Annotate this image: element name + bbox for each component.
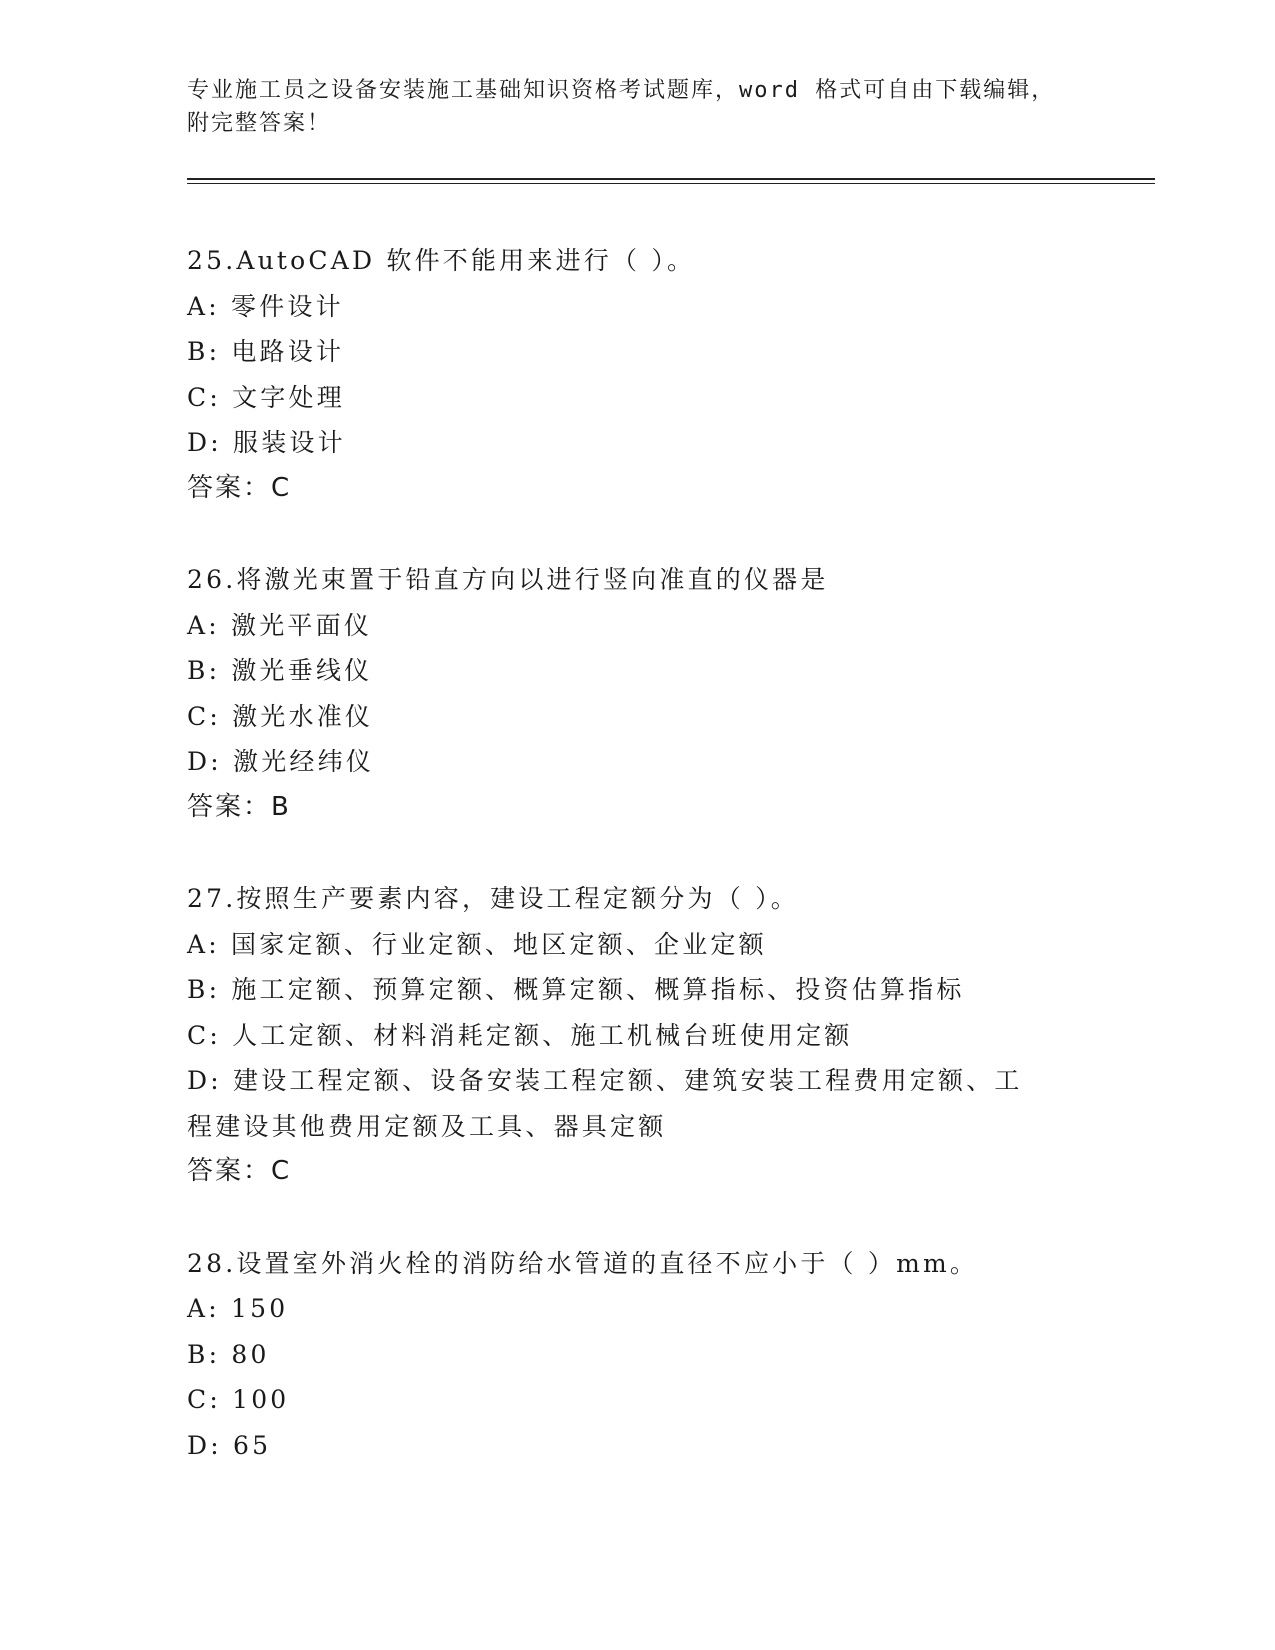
option-b: B: 激光垂线仪 [187, 656, 373, 685]
option-c: C: 文字处理 [187, 382, 345, 412]
question-28 [187, 1241, 1087, 1469]
question-list [187, 238, 1087, 1514]
option-b: B: 电路设计 [187, 337, 345, 366]
option-a: A: 国家定额、行业定额、地区定额、企业定额 [187, 929, 767, 959]
answer: 答案：C [187, 1156, 292, 1186]
answer: 答案：C [187, 472, 292, 503]
header-divider [187, 178, 1155, 184]
question-27 [187, 876, 1087, 1195]
option-d: D: 建设工程定额、设备安装工程定额、建筑安装工程费用定额、工程建设其他费用定额及工具、器具定额 [187, 1066, 1023, 1141]
option-a: A: 激光平面仪 [187, 610, 373, 640]
option-d: D: 激光经纬仪 [187, 747, 375, 776]
option-c: C: 激光水准仪 [187, 701, 374, 731]
question-stem: 27.按照生产要素内容，建设工程定额分为（ ）。 [187, 884, 800, 913]
option-c: C: 100 [187, 1385, 290, 1414]
option-d: D: 65 [187, 1430, 272, 1460]
question-25 [187, 238, 1087, 511]
answer: 答案：B [187, 791, 291, 822]
question-stem: 25.AutoCAD 软件不能用来进行（ ）。 [187, 246, 696, 275]
option-d: D: 服装设计 [187, 428, 346, 457]
question-26 [187, 557, 1087, 830]
header-line-1: 专业施工员之设备安装施工基础知识资格考试题库，word 格式可自由下载编辑， [187, 78, 1056, 103]
document-header [187, 74, 1067, 140]
option-b: B: 80 [187, 1339, 270, 1369]
header-line-2: 附完整答案！ [187, 111, 332, 136]
option-c: C: 人工定额、材料消耗定额、施工机械台班使用定额 [187, 1020, 853, 1050]
question-stem: 28.设置室外消火栓的消防给水管道的直径不应小于（ ）mm。 [187, 1248, 979, 1278]
question-stem: 26.将激光束置于铅直方向以进行竖向准直的仪器是 [187, 565, 829, 594]
option-a: A: 零件设计 [187, 291, 344, 321]
option-a: A: 150 [187, 1294, 289, 1323]
option-b: B: 施工定额、预算定额、概算定额、概算指标、投资估算指标 [187, 975, 965, 1004]
